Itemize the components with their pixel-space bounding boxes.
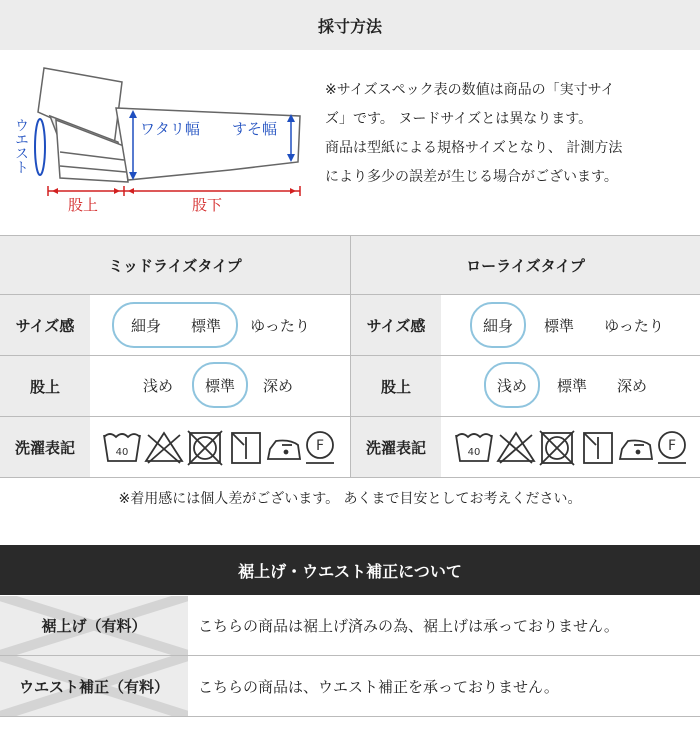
hem-row-value: こちらの商品は裾上げ済みの為、裾上げは承っておりません。 [198, 617, 619, 635]
iron-low-icon [620, 441, 652, 460]
waist-marker-icon [35, 119, 45, 175]
low-rise-option-deep: 深め [616, 376, 647, 395]
mid-size-option-relaxed: ゆったり [250, 316, 310, 335]
watari-label: ワタリ幅 [140, 120, 200, 138]
waist-row-value: こちらの商品は、ウエスト補正を承っておりません。 [198, 677, 559, 696]
hem-row-label [0, 596, 188, 655]
mid-rise-option-standard: 標準 [204, 376, 235, 395]
divider [0, 716, 700, 717]
pants-measurement-diagram [0, 60, 320, 220]
note-line: ※サイズスペック表の数値は商品の「実寸サイ [325, 82, 615, 98]
measurement-method-title: 採寸方法 [317, 16, 382, 36]
rise-label: 股上 [29, 377, 60, 396]
wash-40-icon [456, 434, 492, 461]
low-size-option-standard: 標準 [543, 316, 574, 335]
suso-label: すそ幅 [232, 120, 278, 138]
hem-waist-header [0, 545, 700, 595]
row-label-size-feel-low [351, 295, 441, 355]
care-icons-low [452, 427, 692, 467]
hem-label: 裾上げ（有料） [41, 617, 147, 635]
dry-clean-f-icon [306, 432, 334, 463]
wash-temp: 40 [467, 447, 481, 458]
measurement-note [325, 76, 622, 192]
low-rise-option-shallow: 浅め [496, 376, 527, 395]
row-label-care-low [351, 417, 441, 477]
line-dry-shade-icon [584, 433, 612, 463]
care-label: 洗濯表記 [365, 438, 426, 457]
no-tumble-dry-icon [188, 431, 222, 465]
divider [0, 655, 700, 656]
row-label-care [0, 417, 90, 477]
column-header-low-rise [351, 236, 700, 294]
waist-row-label [0, 656, 188, 716]
dry-clean-mark: F [315, 438, 325, 454]
hem-waist-title: 裾上げ・ウエスト補正について [238, 561, 462, 581]
mid-rise-option-shallow: 浅め [142, 376, 173, 395]
low-size-option-relaxed: ゆったり [604, 316, 664, 335]
no-bleach-icon [146, 433, 182, 463]
spec-footnote: ※着用感には個人差がございます。 あくまで目安としてお考えください。 [118, 491, 582, 507]
rise-label: 股上 [380, 377, 411, 396]
low-rise-option-standard: 標準 [556, 376, 587, 395]
divider [0, 477, 700, 478]
note-line: ズ」です。 ヌードサイズとは異なります。 [325, 111, 593, 127]
mata-shita-label: 股下 [192, 196, 223, 214]
row-label-rise [0, 356, 90, 416]
row-label-rise-low [351, 356, 441, 416]
mid-size-option-slim: 細身 [130, 316, 161, 335]
mid-rise-option-deep: 深め [262, 376, 293, 395]
column-header-mid-rise [0, 236, 350, 294]
waist-label: ウエスト [13, 118, 29, 174]
care-icons-mid [100, 427, 340, 467]
note-line: により多少の誤差が生じる場合がございます。 [325, 169, 618, 185]
row-label-size-feel [0, 295, 90, 355]
size-feel-label: サイズ感 [366, 316, 426, 335]
dry-clean-mark: F [667, 438, 677, 454]
wash-40-icon [104, 434, 140, 461]
size-feel-label: サイズ感 [15, 316, 75, 335]
waist-adjust-label: ウエスト補正（有料） [18, 677, 169, 696]
note-line: 商品は型紙による規格サイズとなり、 計測方法 [325, 140, 623, 156]
care-label: 洗濯表記 [14, 438, 75, 457]
low-size-option-slim: 細身 [482, 316, 513, 335]
measurement-method-header [0, 0, 700, 50]
mata-ue-label: 股上 [68, 196, 99, 214]
mid-rise-label: ミッドライズタイプ [108, 256, 242, 275]
low-rise-label: ローライズタイプ [466, 256, 585, 275]
mid-size-option-standard: 標準 [190, 316, 221, 335]
line-dry-shade-icon [232, 433, 260, 463]
iron-low-icon [268, 441, 300, 460]
no-bleach-icon [498, 433, 534, 463]
dry-clean-f-icon [658, 432, 686, 463]
no-tumble-dry-icon [540, 431, 574, 465]
wash-temp: 40 [115, 447, 129, 458]
divider [350, 235, 351, 477]
